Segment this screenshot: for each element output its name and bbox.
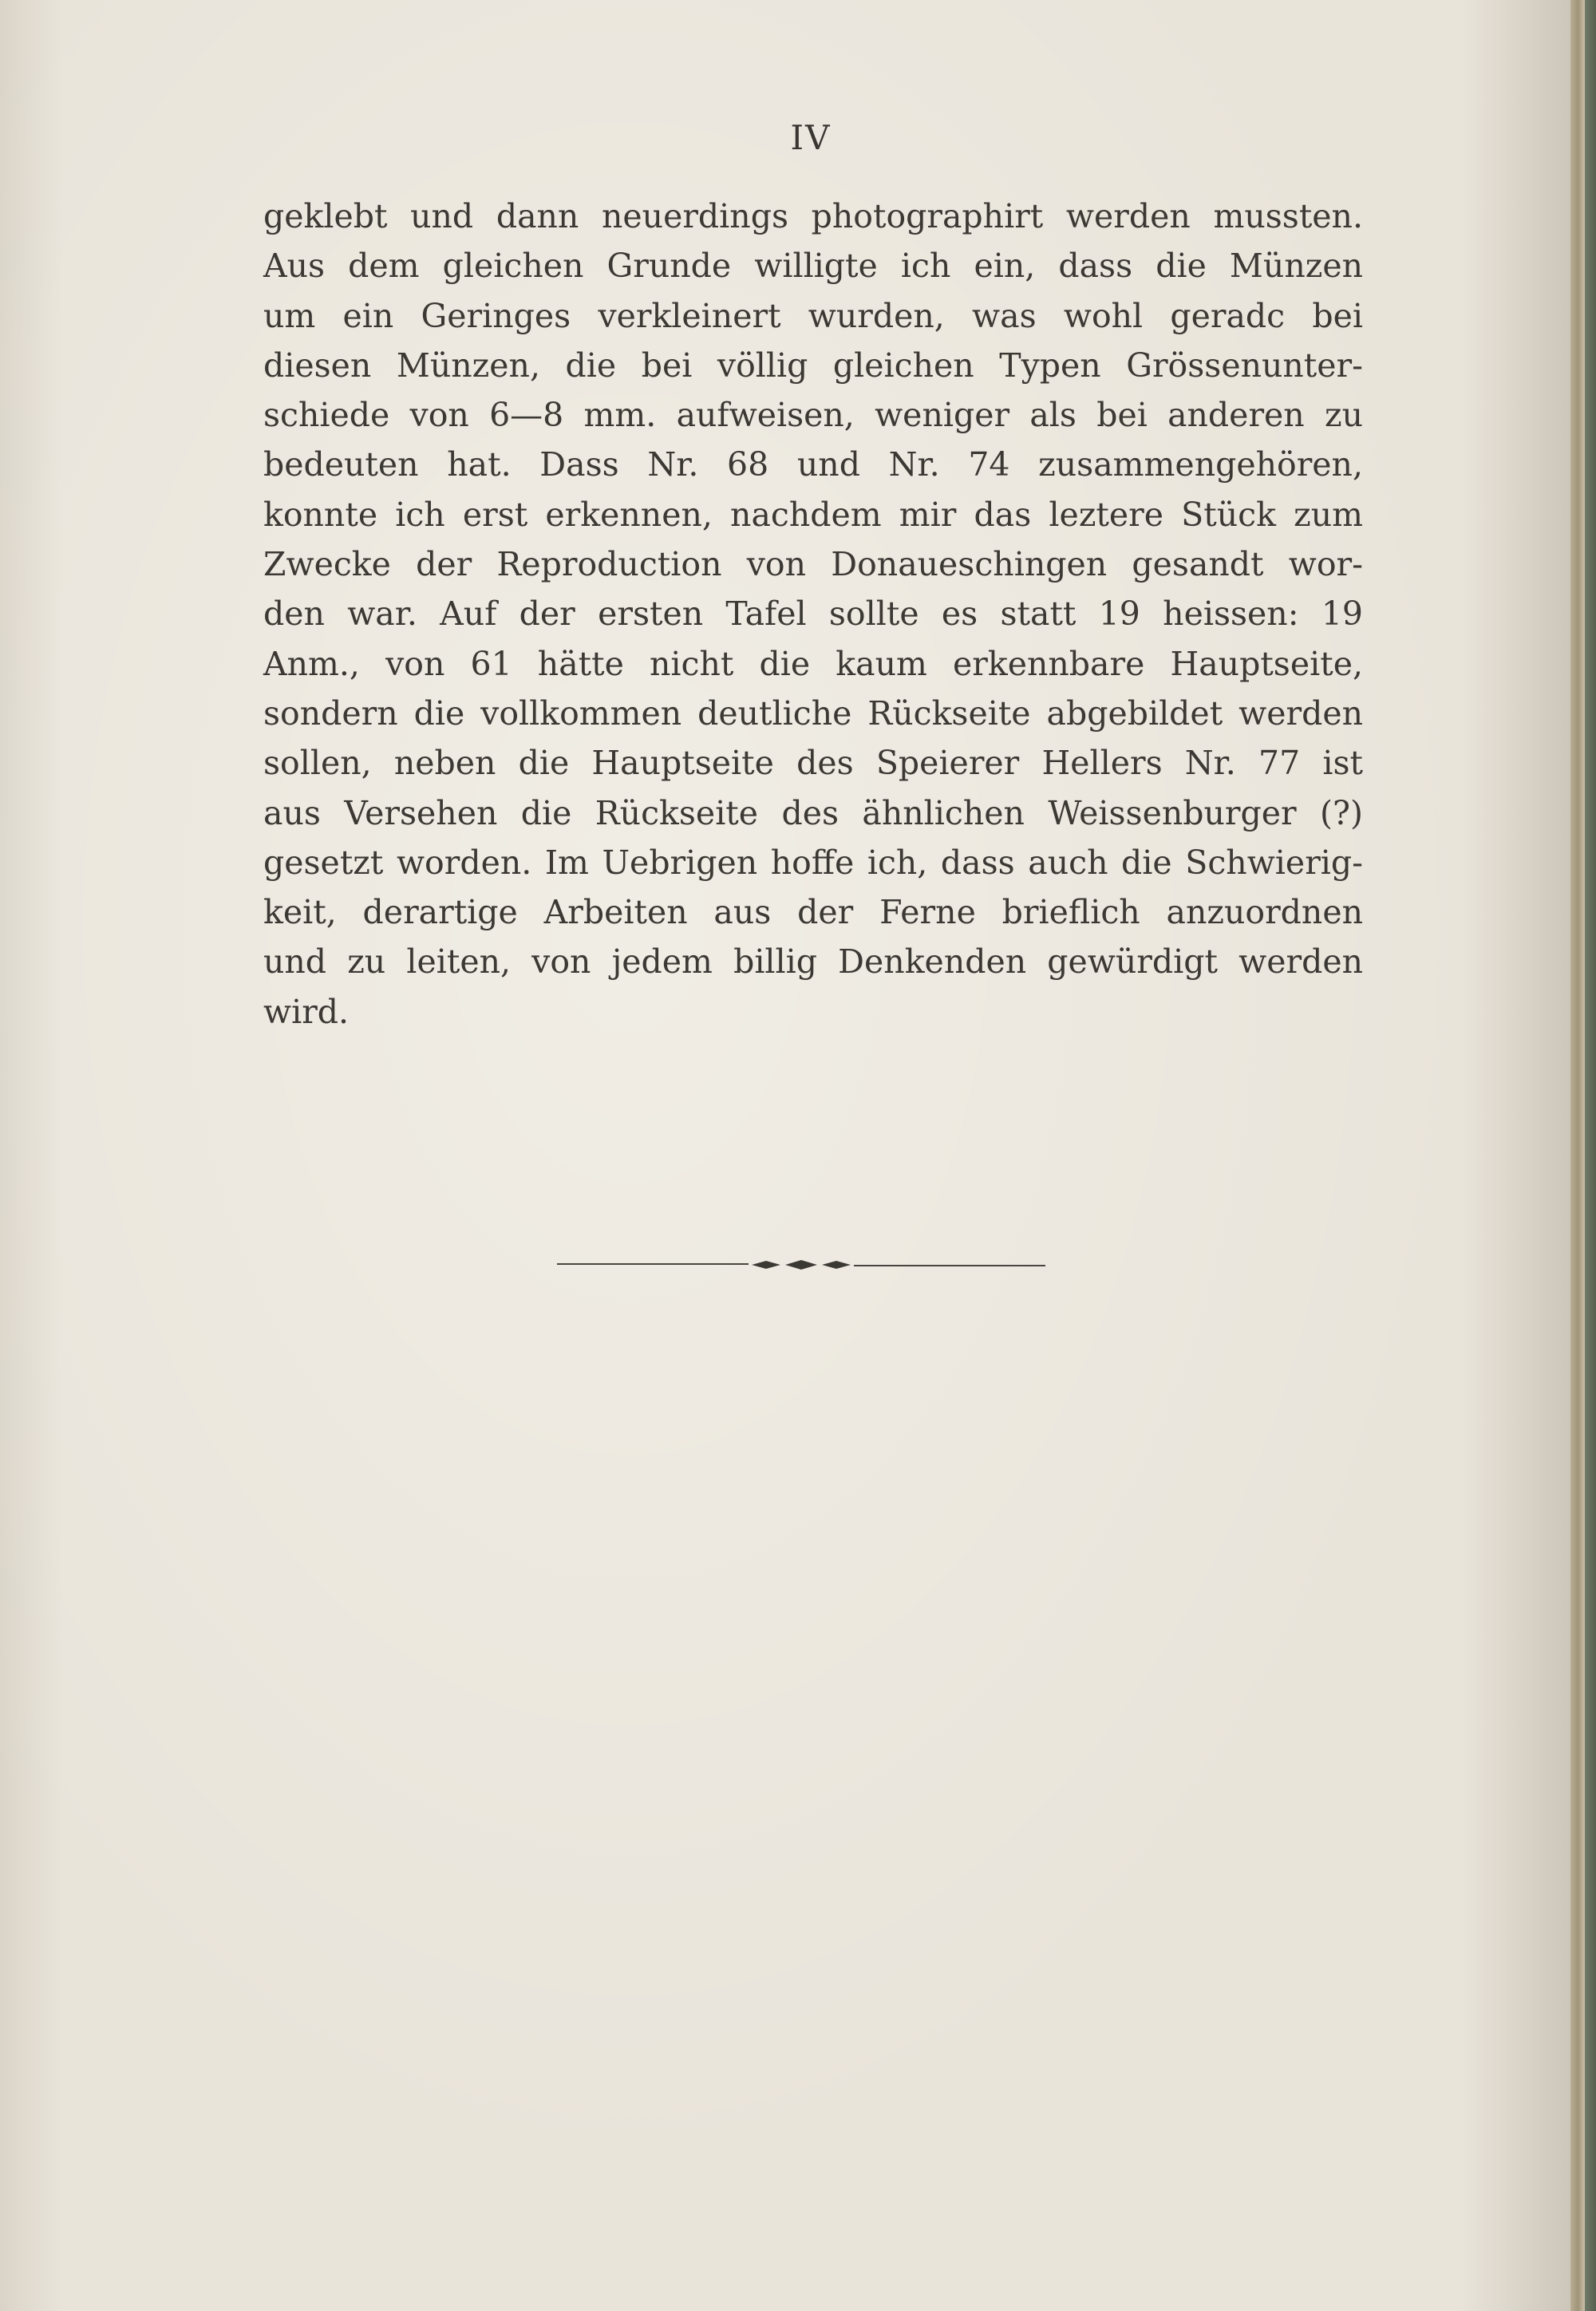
text-line: sondern die vollkommen deutliche Rückseite abgebildet werden <box>263 693 1363 733</box>
text-line: und zu leiten, von jedem billig Denkenden gewürdigt werden <box>263 942 1363 982</box>
text-line: sollen, neben die Hauptseite des Speierer Hellers Nr. 77 ist <box>263 744 1363 783</box>
text-line: konnte ich erst erkennen, nachdem mir das leztere Stück zum <box>263 495 1363 534</box>
text-line: aus Versehen die Rückseite des ähnlichen Weissenburger (?) <box>263 793 1363 832</box>
text-line: Anm., von 61 hätte nicht die kaum erkennbare Hauptseite, <box>263 644 1363 683</box>
text-line: Aus dem gleichen Grunde willigte ich ein, dass die Münzen <box>263 247 1363 286</box>
text-line: geklebt und dann neuerdings photographirt werden mussten. <box>263 197 1363 235</box>
text-line: bedeuten hat. Dass Nr. 68 und Nr. 74 zusammengehören, <box>263 445 1363 484</box>
page-number: IV <box>790 118 832 157</box>
text-line: um ein Geringes verkleinert wurden, was wohl geradc bei <box>263 296 1363 335</box>
text-line: schiede von 6—8 mm. aufweisen, weniger als bei anderen zu <box>263 396 1363 435</box>
text-line: gesetzt worden. Im Uebrigen hoffe ich, dass auch die Schwierig- <box>263 843 1363 882</box>
body-paragraph <box>263 192 1363 1037</box>
text-line: den war. Auf der ersten Tafel sollte es statt 19 heissen: 19 <box>263 595 1363 634</box>
section-divider-ornament <box>557 1253 1045 1277</box>
text-line: wird. <box>263 992 350 1031</box>
text-line: Zwecke der Reproduction von Donaueschingen gesandt wor- <box>263 545 1363 584</box>
text-line: keit, derartige Arbeiten aus der Ferne brieflich anzuordnen <box>263 893 1363 932</box>
book-cover-edge <box>1585 0 1596 2311</box>
text-line: diesen Münzen, die bei völlig gleichen Typen Grössenunter- <box>263 346 1363 385</box>
